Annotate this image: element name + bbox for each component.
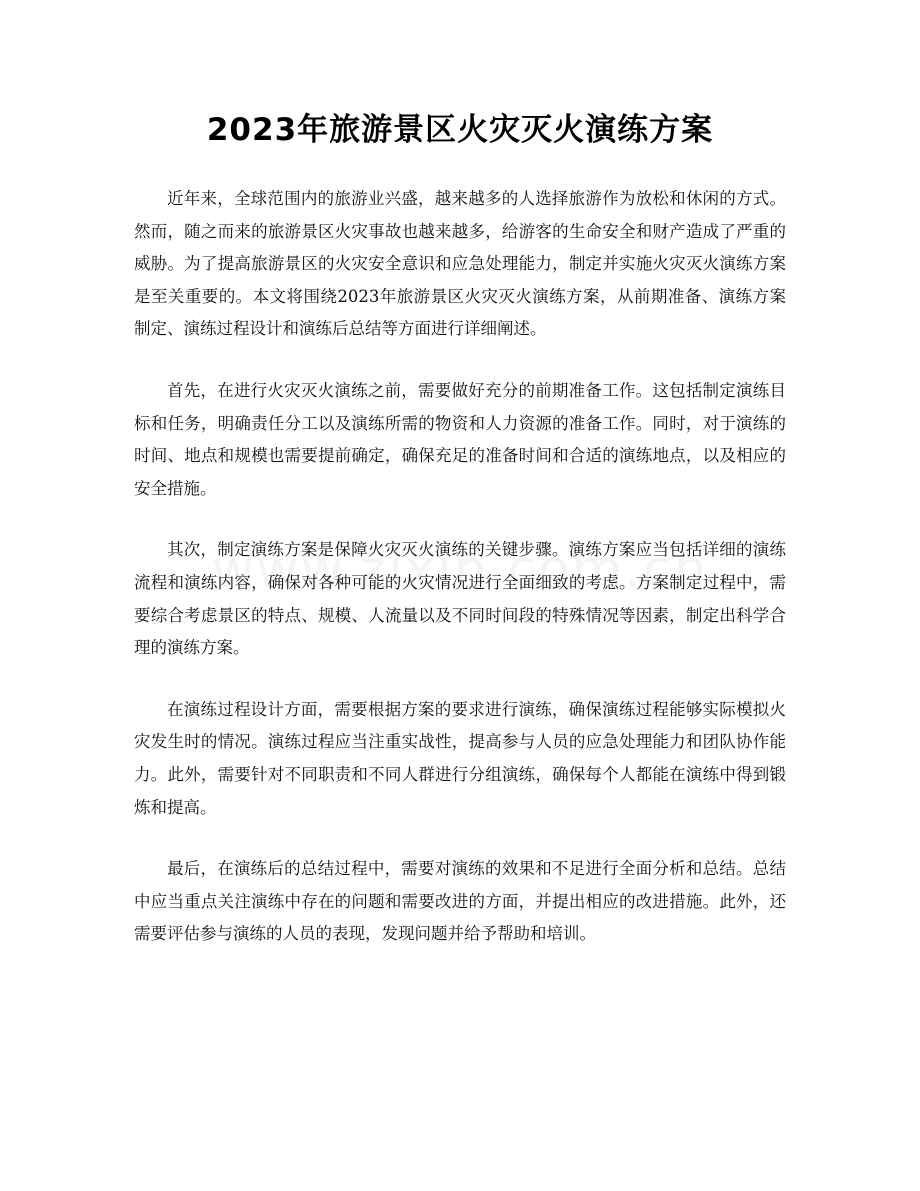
document-body — [134, 183, 786, 980]
paragraph-plan: 其次，制定演练方案是保障火灾灭火演练的关键步骤。演练方案应当包括详细的演练流程和演练内容，确保对各种可能的火灾情况进行全面细致的考虑。方案制定过程中，需要综合考虑景区的特点、规模、人流量以及不同时间段的特殊情况等因素，制定出科学合理的演练方案。 — [134, 540, 786, 658]
paragraph-intro: 近年来，全球范围内的旅游业兴盛，越来越多的人选择旅游作为放松和休闲的方式。然而，随之而来的旅游景区火灾事故也越来越多，给游客的生命安全和财产造成了严重的威胁。为了提高旅游景区的火灾安全意识和应急处理能力，制定并实施火灾灭火演练方案是至关重要的。本文将围绕2023年旅游景区火灾灭火演练方案，从前期准备、演练方案制定、演练过程设计和演练后总结等方面进行详细阐述。 — [134, 189, 786, 339]
document-title: 2023年旅游景区火灾灭火演练方案 — [206, 112, 714, 148]
paragraph-preparation: 首先，在进行火灾灭火演练之前，需要做好充分的前期准备工作。这包括制定演练目标和任务，明确责任分工以及演练所需的物资和人力资源的准备工作。同时，对于演练的时间、地点和规模也需要提前确定，确保充足的准备时间和合适的演练地点，以及相应的安全措施。 — [134, 380, 786, 498]
paragraph-summary: 最后，在演练后的总结过程中，需要对演练的效果和不足进行全面分析和总结。总结中应当重点关注演练中存在的问题和需要改进的方面，并提出相应的改进措施。此外，还需要评估参与演练的人员的表现，发现问题并给予帮助和培训。 — [134, 859, 786, 944]
paragraph-process: 在演练过程设计方面，需要根据方案的要求进行演练，确保演练过程能够实际模拟火灾发生时的情况。演练过程应当注重实战性，提高参与人员的应急处理能力和团队协作能力。此外，需要针对不同职责和不同人群进行分组演练，确保每个人都能在演练中得到锻炼和提高。 — [134, 699, 786, 817]
